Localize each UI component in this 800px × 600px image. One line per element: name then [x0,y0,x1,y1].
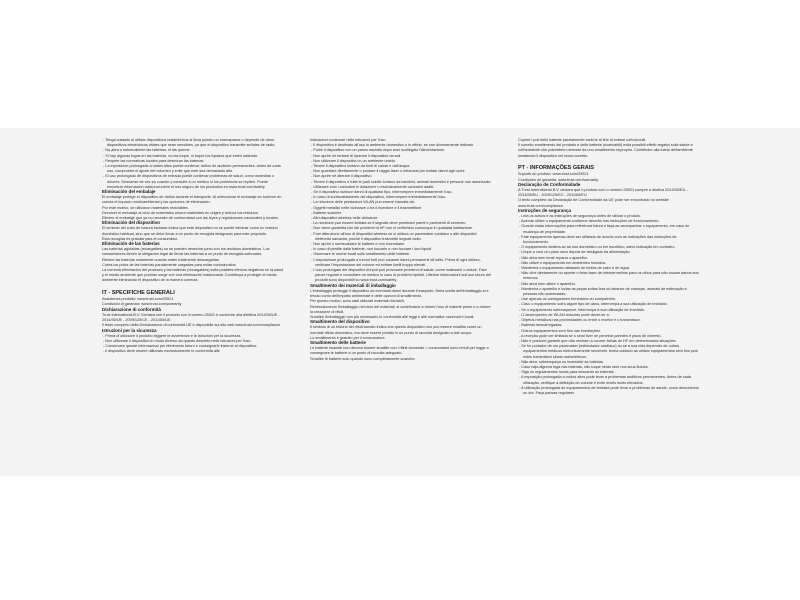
bullet-item: - Si hay algunas fugas en las baterías, no las toque, ni toque los líquidos que estén saliendo. [103,152,259,158]
section-heading: Smaltimento del dispositivo [310,319,370,325]
paragraph: Elimine las baterías solamente cuando estén totalmente descargadas. [102,256,220,262]
paragraph: Lo smaltimento è gratuito per il consumatore. [310,334,386,340]
bullet-item: - La ricezione può essere limitata se il segnale deve penetrare pareti e pavimenti di cemento. [311,220,467,226]
bullet-item: - Use apenas os carregadores fornecidos ou compatíveis. [519,296,616,302]
paragraph: Smaltire l'imballaggio non più necessario in conformità alle leggi e alle normative nazionali e locali. [310,313,475,319]
section-heading: Smaltimento delle batterie [310,339,366,345]
bullet-item: - La riduzione delle prestazioni WLAN può essere causata da: [311,199,415,205]
bullet-item: - Non viene garantita che tali problemi di HF non si verifichino comunque in qualsiasi istallazione. [311,225,473,231]
bullet-item: - Non utilizzare il dispositivo in modo diverso da quanto descritto nelle istruzioni per l'uso. [103,337,252,343]
bullet-item: - Tenere il dispositivo lontano da fonti di calore e dall'acqua. [311,163,411,169]
paragraph: Il simbolo di un bidone dei rifiuti barrato indica che questo dispositivo non può essere smaltito come un normale rifiuto domestico, ma deve essere portato in un punto di raccolta designato a tale scopo. [310,324,482,335]
bullet-item: - Il dispositivo è destinato all'uso in ambiente domestico o in ufficio, se non diversamente indicato. [311,142,474,148]
column-it [310,137,492,461]
section-spacer [102,283,284,287]
bullet-item: - Non aprire né tentare di riparare il dispositivo da soli. [311,152,402,158]
paragraph: Per questo motivo, sono stati utilizzati materiali riciclabili. [310,298,405,304]
section-heading: Eliminación del embalaje [102,189,156,195]
bullet-item: - L'uso prolungato dei dispositivi di input può provocare problemi di salute, come malesseri o dolore. Fare pause regolari e consultare un medico in caso di problemi ripetuti. Ulteriori informazioni sull'uso sicuro dei prodotti sono disponibili su www.trust.com/safety. [311,267,492,283]
paragraph: Cubra los polos de las baterías parcialmente cargadas para evitar cortocircuitos. [102,261,237,267]
paragraph: Condições de garantia: www.trust.com/warranty [518,176,599,182]
bullet-item: - Limpe-o com um pano seco depois de desligado da alimentação. [519,249,631,255]
paragraph: El embalaje protege el dispositivo de daños durante el transporte. Al seleccionar el embalaje se tuvieron en cuenta el impacto medioambiental y las opciones de eliminación. [102,194,282,205]
bullet-item: - No abra o sobrecaliente las baterías, ni las queme. [103,147,191,153]
bullet-item: - Prima di utilizzare il prodotto leggere le avvertenze e le istruzioni per la sicurezza. [103,332,242,338]
language-heading: IT - SPECIFICHE GENERALI [102,289,175,296]
paragraph: Il corretto smaltimento del prodotto e delle batterie (ricaricabili) evita possibili effetti negativi sulla salute e sull'ambiente che potrebbero derivare da uno smaltimento improprio. Contribuire alla tutela dell'ambiente smaltendo il dispositivo nel modo corretto. [518,142,693,158]
paragraph: Trust International B.V. Dichiara che il prodotto con il numero 25521 è conforme alla direttiva 2014/30/UE - 2014/35/UE - 2009/125/CE - 2011/65/UE [102,311,280,323]
bullet-item: - In caso di perdite dalle batterie, non toccarle e non toccare i loro liquidi. [311,246,433,252]
bullet-item: - Non guardare direttamente o puntare il raggio laser o infrarossi per evitare danni agli occhi. [311,168,466,174]
paragraph: Condizioni di garanzia: www.trust.com/warranty [102,301,182,307]
bullet-item: - Non utilizzare il dispositivo in un ambiente umido. [311,157,396,163]
paragraph: Elimine el embalaje que ya no necesite de conformidad con las leyes y regulaciones nacionales y locales. [102,215,279,221]
bullet-item: - Este equipamento apenas deve ser utilizado de acordo com as indicações das instruções de funcionamento. [519,233,677,245]
bullet-item: - Fare attenzione all'uso di dispositivi wireless se si utilizza un pacemaker cardiaco o altri dispositivi elettronici salvavita, poiché il dispositivo trasmette segnali radio. [311,230,477,241]
bullet-item: - Il dispositivo deve essere utilizzato esclusivamente in conformità alle [103,348,220,354]
paragraph: Le batterie esauste non devono essere smaltite con i rifiuti domestici. I consumatori sono tenuti per legge a consegnare le batterie a un punto di raccolta adeguato. [310,345,489,356]
language-heading: PT - INFORMAÇÕES GERAIS [518,164,594,171]
bullet-item: - Altri dispositivi wireless nelle vicinanze [311,215,378,221]
bullet-item: - Se for portador de um pacemaker (estimulador cardíaco) ou se a sua vida depender de outros equipamentos médicos eletronicamente sensíveis, tenha cuidado ao utilizar equipamentos sem fios pois estes transmitem sinais radioelétricos. [519,343,698,359]
column-it-pt [518,137,700,461]
bullet-item: - Se o equipamento sobreaquecer, interrompa a sua utilização de imediato. [519,306,645,312]
paragraph: La correcta eliminación del producto y las baterías (recargables) evita posibles efectos negativos en la salud y el medio ambiente que podrían surgir con una eliminación inadecuada. Contribuya a proteger el medio ambiente eliminando el dispositivo de la manera correcta. [102,267,284,283]
section-heading: Eliminación de las baterías [102,241,160,247]
bullet-item: - El uso prolongado de dispositivos de entrada puede conllevar problemas de salud, como molestias o dolores. Descanse de vez en cuando y consulte a un médico si los problemas se repiten. Puede encontrar información adicional sobre el uso seguro de los productos en www.trust.com/safety. [103,173,275,189]
bullet-item: - Mantenha o aparelho e todas as peças soltas fora do alcance de crianças, animais de estimação e pessoas não autorizadas. [519,285,687,297]
section-heading: Smaltimento dei materiali di imballaggio [310,282,396,288]
bullet-item: - Guarde estas informações para referência futura e faça-as acompanhar o equipamento, em caso de mudança de propriedade. [519,223,690,234]
paragraph: Las baterías agotadas (recargables) no se pueden desechar junto con los residuos domésticos. Los consumidores tienen la obligación legal de llevar las baterías a un punto de recogida adecuado. [102,246,270,257]
bullet-item: - O desempenho de WLAN reduzido pode dever-se a: [519,311,610,317]
bullet-item: - Apenas utilize o equipamento conforme descrito nas instruções de funcionamento. [519,218,660,224]
bullet-item: - A exposição prolongada a ruídos altos pode levar a problemas auditivos permanentes. Antes de cada utilização, verifique a definição do volume e evite níveis muito elevados. [519,374,691,385]
bullet-item: - Utilizzare solo i caricatori in dotazione o esclusivamente caricatori adatti. [311,183,435,189]
bullet-item: - Mantenha o equipamento afastado de fontes de calor e de água. [519,265,630,271]
bullet-item: - Caso o equipamento sofra algum tipo de dano, interrompa a sua utilização de imediato. [519,301,668,307]
bullet-item: - Não abra, sobreaqueça ou incendeie as baterias. [519,358,604,364]
bullet-item: - Tenga cuidado al utilizar dispositivos inalámbricos si lleva puesto un marcapasos o depende de otros dispositivos electrónicos vitales que sean sensibles, ya que el dispositivo transmite señales de radio. [103,137,276,148]
paragraph: Coprire i poli delle batterie parzialmente cariche al fine di evitare cortocircuiti. [518,137,647,142]
bullet-item: - Conservare queste informazioni per riferimento futuro e consegnarle insieme al dispositivo. [103,343,258,349]
section-heading: Instruções de segurança [518,207,571,213]
section-heading: Declaração de Conformidade [518,181,581,187]
paragraph: Por este motivo, se utilizaron materiales reciclables. [102,204,189,210]
bullet-item: - O equipamento destina-se ao uso doméstico ou em escritório, salvo indicação em contrário. [519,244,676,250]
section-heading: Dichiarazione di conformità [102,306,161,312]
paragraph: Smaltire le batterie solo quando sono completamente scariche. [310,355,416,361]
bullet-item: - Não olhe diretamente ou aponte o feixe laser de infravermelhos para os olhos para não causar danos aos mesmos. [519,270,699,281]
bullet-item: - Não utilize o equipamento em ambientes húmidos. [519,259,607,265]
section-heading: Eliminación del dispositivo [102,220,160,226]
bullet-item: - Pulire il dispositivo con un panno asciutto dopo aver scollegato l'alimentazione. [311,147,446,153]
bullet-item: - A receção pode ser limitada se o sinal tiver de penetrar paredes e pisos de cimento. [519,332,662,338]
bullet-item: - Osservare le norme locali sullo smaltimento delle batterie. [311,251,411,257]
bullet-item: - A utilização prolongada de equipamentos de entrada pode levar a problemas de saúde, como desconforto ou dor. Faça pausas regulares [519,384,699,395]
bullet-item: - Objetos metálicos nas proximidades ou entre o recetor e o transmissor. [519,317,641,323]
column-es-it [102,137,284,461]
bullet-item: - Non aprire o surriscaldare le batterie e non incendiarle. [311,241,406,247]
section-heading: Istruzioni per la sicurezza [102,327,157,333]
bullet-item: - Non aprire né alterare il dispositivo. [311,173,373,179]
bullet-item: - Outros equipamentos sem fios nas imediações. [519,327,602,333]
bullet-item: - Caso haja alguma fuga nas baterias, não toque nelas nem nos seus fluídos. [519,363,649,369]
paragraph: indicazioni contenute nelle istruzioni per l'uso. [310,137,387,142]
bullet-item: - L'esposizione prolungata a rumori forti può causare danni permanenti all'udito. Prima di ogni utilizzo, verificare l'impostazione del volume ed evitare livelli troppo elevati. [311,256,481,267]
bullet-item: - In caso di surriscaldamento del dispositivo, interrompere immediatamente l'uso. [311,194,447,200]
paragraph: Il testo completo della Dichiarazione di conformità UE è disponibile sul sito web www.trust.com/compliance. [102,322,282,328]
bullet-item: - Não abra nem altere o aparelho. [519,280,576,286]
paragraph: L'imballaggio protegge il dispositivo da eventuali danni durante il trasporto. Nella scelta dell'imballaggio si è tenuto conto dell'impatto ambientale e delle opzioni di smaltimento. [310,287,489,299]
bullet-item: - Não é possível garantir que não venham a ocorrer falhas de HF em determinadas situações. [519,337,677,343]
bullet-item: - La exposición prolongada a ruidos altos puede conllevar daños de audición permanentes. Antes de cada uso, compruebe el ajuste del volumen y evite que este sea demasiado alto. [103,163,281,174]
paragraph: O texto completo da Declaração de Conformidade da UE pode ser encontrado no website www.trust.com/compliance. [518,197,669,208]
paragraph: Esta recogida es gratuita para el consumidor. [102,235,178,241]
paragraph: A Trust International B.V. declara que o produto com o número 25521 cumpre a diretiva 2014/30/EU - 2014/35/EU - 2009/125/EC - 2011/65/EU [518,187,688,198]
bullet-item: - Batterie scariche [311,209,342,215]
paragraph: Suporte do produto: www.trust.com/25521 [518,171,589,177]
bullet-item: - Oggetti metallici nelle vicinanze o tra il ricevitore e il trasmettitore [311,204,422,210]
section-spacer [518,158,700,162]
bullet-item: - Não abra nem tente reparar o aparelho. [519,254,588,260]
bullet-item: - Se il dispositivo subisce danni di qualsiasi tipo, interrompere immediatamente l'uso. [311,189,453,195]
bullet-item: - Tenere il dispositivo e tutte le parti sciolte lontano da bambini, animali domestici e persone non autorizzate. [311,178,492,184]
bullet-item: - Siga os regulamentos locais para descartar as baterias. [519,369,615,375]
bullet-item: - Baterias descarregadas. [519,322,563,328]
paragraph: Reintroducendo l'imballaggio nel ciclo dei materiali, si contribuisce a ridurre l'uso di materie prime e a ridurre la creazione di rifiuti. [310,303,491,314]
bullet-item: - Leia os avisos e as instruções de segurança antes de utilizar o produto. [519,213,642,219]
paragraph: El símbolo del cubo de basura tachado indica que este dispositivo no se puede eliminar como un residuo doméstico habitual, sino que se debe llevar a un punto de recogida designado para este propósito. [102,225,278,236]
bullet-item: - Respete las normativas locales para desechar las baterías. [103,157,205,163]
paragraph: Devolver el embalaje al ciclo de materiales ahorra materiales en origen y reduce los residuos. [102,209,259,215]
paragraph: Assistenza prodotto: www.trust.com/25521 [102,296,174,302]
